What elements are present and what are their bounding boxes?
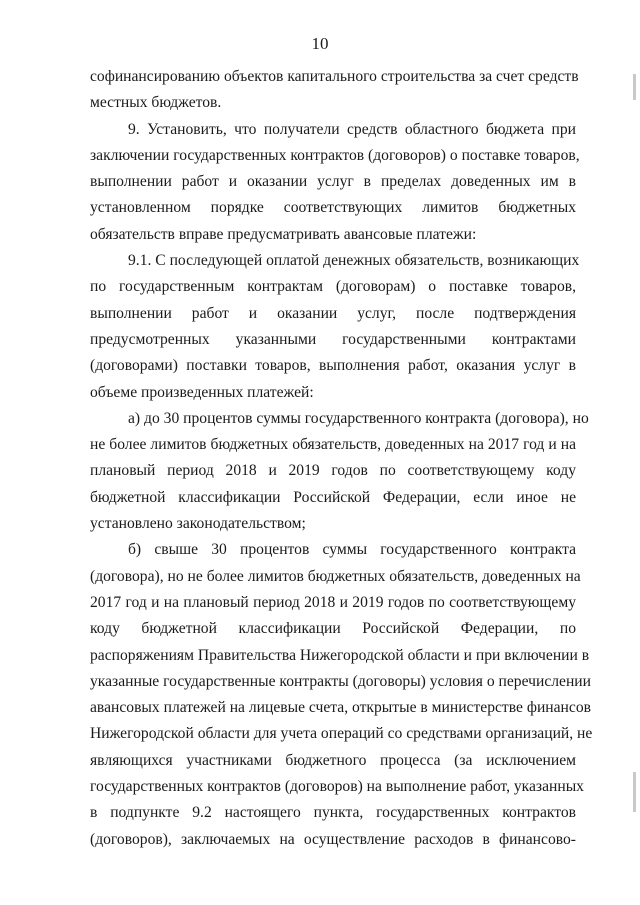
text-line: б) свыше 30 процентов суммы государственного контракта <box>128 541 576 559</box>
text-line: софинансированию объектов капитального строительства за счет средств <box>90 68 579 85</box>
text-line: Нижегородской области для учета операций со средствами организаций, не <box>90 725 593 743</box>
text-line: установлено законодательством; <box>90 515 306 533</box>
text-line: 2017 год и на плановый период 2018 и 2019 годов по соответствующему <box>90 593 576 611</box>
text-line: по государственным контрактам (договорам) о поставке товаров, <box>90 278 576 296</box>
scan-edge-mark <box>633 74 636 100</box>
text-line: в подпункте 9.2 настоящего пункта, государственных контрактов <box>90 804 576 822</box>
text-line: выполнении работ и оказании услуг в пределах доведенных им в <box>90 173 576 191</box>
text-line: коду бюджетной классификации Российской Федерации, по <box>90 620 576 638</box>
document-body <box>90 64 593 853</box>
text-line: государственных контрактов (договоров) на выполнение работ, указанных <box>90 778 584 796</box>
text-line: плановый период 2018 и 2019 годов по соответствующему коду <box>90 462 576 480</box>
text-line: указанные государственные контракты (договоры) условия о перечислении <box>90 672 591 690</box>
text-line: заключении государственных контрактов (договоров) о поставке товаров, <box>90 146 580 164</box>
text-line: предусмотренных указанными государственными контрактами <box>90 330 576 348</box>
text-line: 9. Установить, что получатели средств областного бюджета при <box>128 120 576 138</box>
scan-edge-mark <box>633 772 636 812</box>
text-line: выполнении работ и оказании услуг, после подтверждения <box>90 304 576 322</box>
text-line: (договора), но не более лимитов бюджетных обязательств, доведенных на <box>90 567 581 585</box>
text-line: 9.1. С последующей оплатой денежных обязательств, возникающих <box>128 252 580 270</box>
text-line: объеме произведенных платежей: <box>90 383 314 401</box>
text-line: являющихся участниками бюджетного процесса (за исключением <box>90 751 576 769</box>
text-line: обязательств вправе предусматривать авансовые платежи: <box>90 225 477 243</box>
text-line: а) до 30 процентов суммы государственного контракта (договора), но <box>128 409 589 427</box>
text-line: распоряжениям Правительства Нижегородской области и при включении в <box>90 646 590 664</box>
text-line: установленном порядке соответствующих лимитов бюджетных <box>90 199 576 217</box>
text-line: бюджетной классификации Российской Федерации, если иное не <box>90 488 576 506</box>
text-line: местных бюджетов. <box>90 94 222 112</box>
text-line: (договорами) поставки товаров, выполнения работ, оказания услуг в <box>90 357 576 375</box>
text-line: (договоров), заключаемых на осуществление расходов в финансово- <box>90 830 576 848</box>
text-line: авансовых платежей на лицевые счета, открытые в министерстве финансов <box>90 699 591 717</box>
page-number: 10 <box>311 34 329 53</box>
text-line: не более лимитов бюджетных обязательств, доведенных на 2017 год и на <box>90 436 576 454</box>
